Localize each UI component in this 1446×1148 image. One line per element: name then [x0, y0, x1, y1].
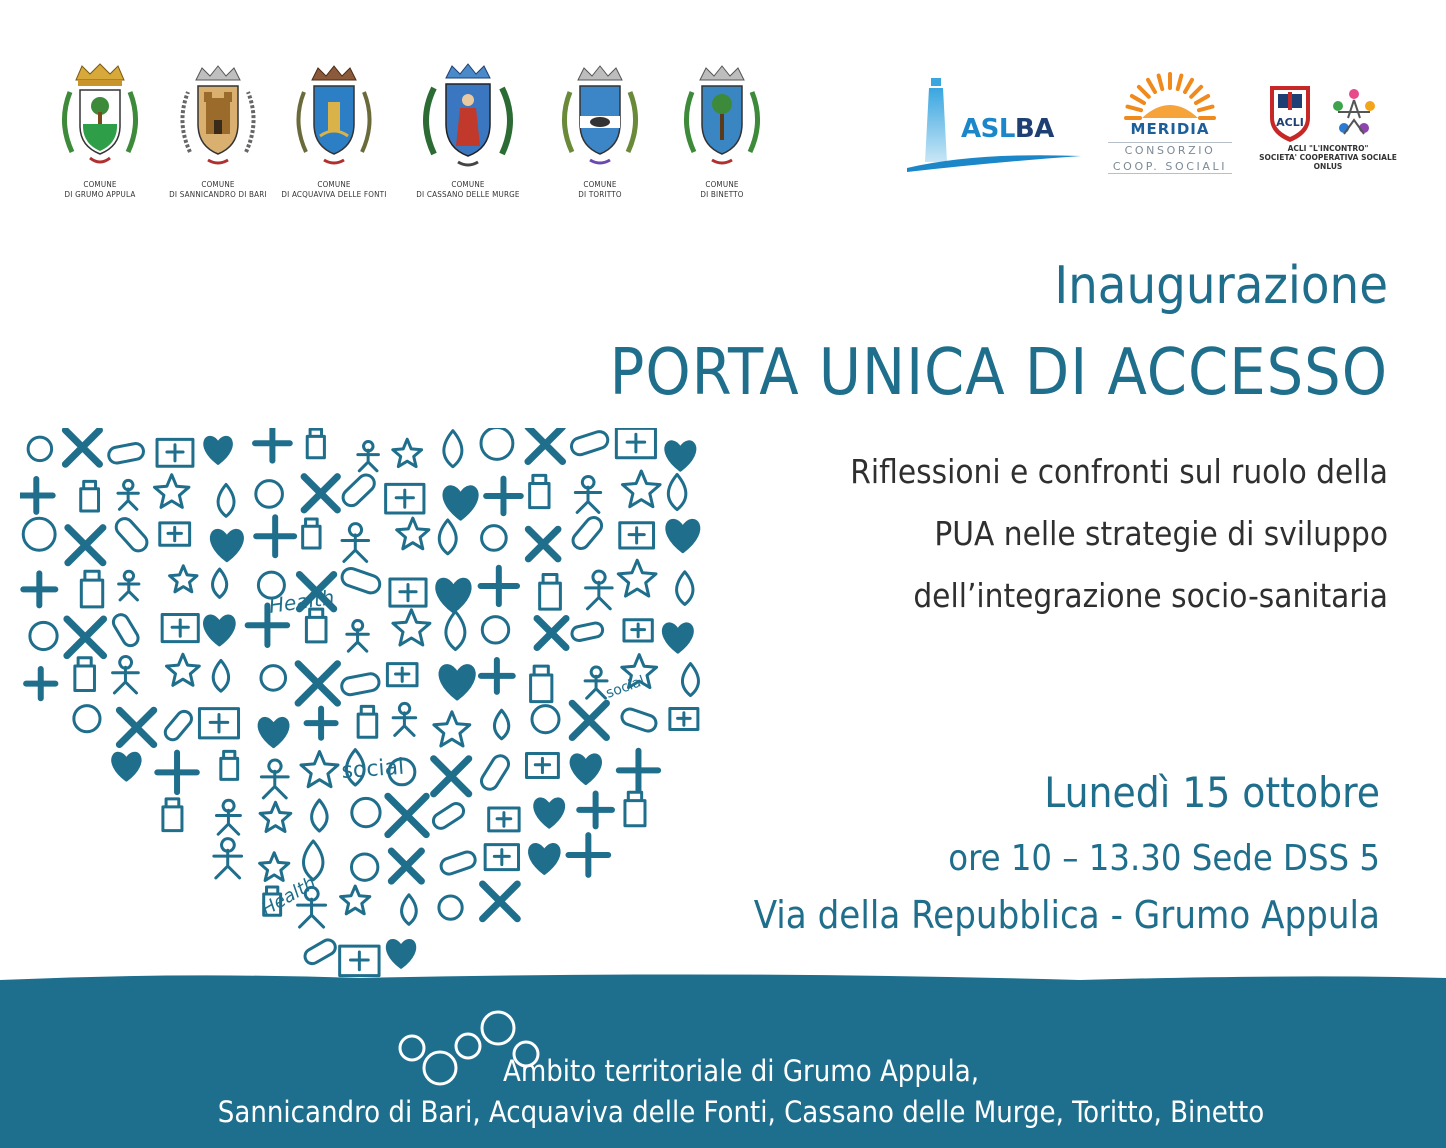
acli-logo — [1258, 84, 1398, 184]
crest-cassano-delle-murge — [398, 62, 538, 200]
medical-doodle-icon — [260, 802, 291, 831]
medical-doodle-icon — [663, 624, 692, 652]
event-place: Via della Repubblica - Grumo Appula — [753, 893, 1380, 937]
crest-caption-line: COMUNE — [705, 180, 739, 189]
heart-word-social: social — [340, 754, 406, 784]
subtitle-line: dell’integrazione socio-sanitaria — [913, 576, 1388, 615]
asl-ba-wordmark — [961, 114, 1054, 144]
medical-doodle-icon — [205, 616, 235, 645]
medical-doodle-icon — [478, 753, 511, 793]
acli-caption — [1254, 144, 1402, 171]
medical-doodle-icon — [393, 703, 416, 735]
medical-doodle-icon — [119, 710, 153, 744]
medical-doodle-icon — [571, 622, 604, 642]
medical-doodle-icon — [431, 801, 467, 831]
medical-doodle-icon — [439, 896, 462, 919]
crest-caption-line: DI GRUMO APPULA — [64, 190, 136, 199]
crest-caption — [530, 180, 670, 200]
medical-doodle-icon — [170, 566, 197, 592]
medical-doodle-icon — [20, 479, 53, 512]
medical-doodle-icon — [540, 575, 561, 610]
medical-doodle-icon — [535, 799, 564, 827]
medical-doodle-icon — [620, 523, 654, 548]
medical-doodle-icon — [434, 759, 469, 794]
crest-caption-line: COMUNE — [201, 180, 235, 189]
medical-doodle-icon — [307, 429, 324, 458]
acli-caption-line: ACLI "L'INCONTRO" — [1287, 144, 1369, 153]
medical-doodle-icon — [113, 656, 139, 693]
crest-acquaviva-delle-fonti — [264, 62, 404, 200]
medical-doodle-icon — [616, 428, 655, 457]
medical-doodle-icon — [444, 431, 462, 467]
coat-of-arms-icon — [418, 62, 518, 174]
medical-doodle-icon — [261, 760, 288, 798]
medical-doodle-icon — [388, 796, 426, 834]
medical-doodle-icon — [162, 615, 198, 642]
medical-doodle-icon — [68, 528, 103, 563]
crest-caption — [264, 180, 404, 200]
medical-doodle-icon — [28, 437, 52, 461]
crest-caption-line: COMUNE — [317, 180, 351, 189]
medical-doodle-icon — [163, 799, 182, 831]
medical-doodle-icon — [434, 712, 470, 746]
medical-doodle-icon — [670, 709, 698, 730]
event-time: ore 10 – 13.30 Sede DSS 5 — [948, 838, 1380, 879]
medical-doodle-icon — [482, 526, 507, 551]
medical-doodle-icon — [485, 845, 518, 870]
medical-doodle-icon — [528, 529, 558, 559]
medical-doodle-icon — [569, 429, 610, 456]
medical-doodle-icon — [494, 710, 508, 739]
medical-doodle-icon — [682, 664, 698, 696]
medical-doodle-icon — [537, 618, 566, 647]
medical-doodle-icon — [111, 612, 141, 649]
medical-doodle-icon — [307, 709, 336, 738]
medical-doodle-icon — [340, 672, 380, 696]
medical-doodle-icon — [352, 798, 380, 826]
medical-doodle-icon — [391, 851, 421, 881]
medical-doodle-icon — [530, 844, 560, 873]
medical-doodle-icon — [312, 800, 328, 831]
medical-doodle-icon — [30, 622, 57, 649]
medical-doodle-icon — [119, 571, 139, 600]
medical-doodle-icon — [218, 484, 234, 516]
coat-of-arms-icon — [550, 62, 650, 174]
medical-doodle-icon — [624, 620, 652, 641]
medical-doodle-icon — [261, 666, 286, 691]
medical-doodle-icon — [570, 514, 605, 551]
medical-doodle-icon — [162, 708, 194, 742]
medical-doodle-icon — [483, 884, 518, 919]
medical-doodle-icon — [486, 479, 521, 514]
medical-doodle-icon — [351, 854, 377, 880]
medical-doodle-icon — [303, 519, 320, 548]
medical-doodle-icon — [211, 530, 242, 560]
event-date: Lunedì 15 ottobre — [1044, 768, 1380, 817]
medical-doodle-icon — [481, 428, 513, 459]
medical-doodle-icon — [439, 850, 477, 876]
medical-doodle-icon — [118, 480, 138, 509]
asl-text: ASL — [961, 114, 1015, 144]
heart-word-health-small: Health — [258, 872, 320, 921]
medical-doodle-icon — [481, 660, 513, 692]
medical-doodle-icon — [256, 517, 294, 555]
people-star-icon — [1333, 89, 1375, 134]
crest-caption-line: COMUNE — [83, 180, 117, 189]
medical-doodle-icon — [341, 886, 370, 914]
medical-doodle-icon — [572, 703, 606, 737]
medical-doodle-icon — [437, 579, 470, 612]
medical-doodle-icon — [444, 487, 477, 519]
acli-caption-line: SOCIETA' COOPERATIVA SOCIALE — [1259, 153, 1397, 162]
medical-doodle-icon — [482, 617, 508, 643]
medical-doodle-icon — [216, 800, 240, 834]
medical-doodle-icon — [526, 754, 558, 778]
crest-caption-line: DI SANNICANDRO DI BARI — [169, 190, 267, 199]
medical-doodle-icon — [199, 709, 238, 738]
medical-doodle-icon — [67, 619, 104, 656]
medical-doodle-icon — [386, 484, 424, 513]
medical-doodle-icon — [205, 437, 232, 463]
medical-doodle-icon — [342, 524, 369, 562]
meridia-logo — [1108, 72, 1232, 182]
medical-doodle-icon — [113, 515, 151, 554]
medical-doodle-icon — [302, 937, 338, 966]
sun-icon — [1108, 72, 1232, 120]
medical-doodle-icon — [393, 610, 430, 645]
medical-doodle-icon — [301, 752, 338, 787]
medical-doodle-icon — [65, 430, 99, 464]
medical-doodle-icon — [390, 579, 426, 606]
medical-doodle-icon — [304, 477, 337, 510]
medical-doodle-icon — [387, 664, 417, 686]
medical-doodle-icon — [579, 794, 612, 827]
medical-doodle-icon — [155, 475, 189, 508]
medical-doodle-icon — [397, 518, 429, 549]
medical-doodle-icon — [214, 839, 242, 878]
medical-doodle-icon — [620, 707, 658, 733]
crest-binetto — [652, 62, 792, 200]
medical-doodle-icon — [221, 751, 238, 779]
meridia-name: MERIDIA — [1130, 120, 1210, 138]
medical-doodle-icon — [586, 571, 613, 609]
medical-doodle-icon — [340, 946, 379, 976]
medical-doodle-icon — [358, 706, 377, 737]
meridia-subline: CONSORZIO — [1108, 142, 1232, 157]
medical-doodle-icon — [260, 853, 289, 881]
medical-doodle-icon — [489, 808, 519, 831]
medical-doodle-icon — [306, 609, 326, 642]
footer-line-1: Ambito territoriale di Grumo Appula, — [502, 1054, 979, 1088]
medical-doodle-icon — [623, 471, 661, 507]
medical-doodle-icon — [160, 523, 190, 545]
medical-doodle-icon — [568, 835, 608, 875]
medical-doodle-icon — [256, 481, 283, 508]
medical-doodle-icon — [340, 566, 382, 595]
crest-caption — [398, 180, 538, 200]
medical-doodle-icon — [531, 666, 552, 701]
medical-doodle-icon — [677, 572, 693, 605]
heart-word-health: Health — [267, 585, 336, 618]
crest-toritto — [530, 62, 670, 200]
medical-doodle-icon — [75, 658, 95, 691]
medical-doodle-icon — [157, 439, 193, 466]
crest-caption-line: DI ACQUAVIVA DELLE FONTI — [281, 190, 387, 199]
title-main: PORTA UNICA DI ACCESSO — [609, 336, 1388, 410]
medical-doodle-icon — [482, 1012, 514, 1044]
medical-doodle-icon — [439, 520, 456, 554]
medical-icons-heart — [20, 428, 740, 1108]
medical-doodle-icon — [358, 442, 379, 471]
ba-text: BA — [1014, 114, 1054, 144]
asl-ba-logo — [905, 76, 1085, 172]
coat-of-arms-icon — [50, 62, 150, 174]
medical-doodle-icon — [259, 718, 288, 746]
medical-doodle-icon — [387, 940, 414, 967]
medical-doodle-icon — [625, 792, 645, 825]
medical-doodle-icon — [26, 669, 55, 698]
medical-doodle-icon — [23, 573, 55, 605]
medical-doodle-icon — [298, 664, 337, 703]
medical-doodle-icon — [571, 755, 600, 784]
coat-of-arms-icon — [672, 62, 772, 174]
medical-doodle-icon — [532, 706, 559, 733]
medical-doodle-icon — [107, 442, 144, 464]
medical-doodle-icon — [528, 428, 563, 462]
crest-caption-line: DI CASSANO DELLE MURGE — [416, 190, 520, 199]
medical-doodle-icon — [167, 654, 200, 685]
medical-doodle-icon — [113, 753, 140, 780]
medical-doodle-icon — [618, 560, 656, 596]
medical-doodle-icon — [585, 667, 607, 698]
medical-doodle-icon — [575, 476, 600, 512]
medical-doodle-icon — [347, 621, 369, 652]
medical-doodle-icon — [255, 428, 290, 461]
crest-caption — [652, 180, 792, 200]
medical-doodle-icon — [481, 568, 517, 604]
acli-caption-line: ONLUS — [1313, 162, 1343, 171]
subtitle-line: Riflessioni e confronti sul ruolo della — [850, 452, 1388, 491]
crest-caption-line: COMUNE — [583, 180, 617, 189]
medical-doodle-icon — [402, 895, 417, 924]
footer-line-2: Sannicandro di Bari, Acquaviva delle Fonti, Cassano delle Murge, Toritto, Binetto — [217, 1095, 1265, 1129]
medical-doodle-icon — [157, 753, 197, 793]
acli-badge-icon — [1258, 84, 1398, 144]
crest-caption-line: DI BINETTO — [700, 190, 744, 199]
title-inaugurazione: Inaugurazione — [1054, 256, 1388, 316]
crest-caption-line: COMUNE — [451, 180, 485, 189]
coat-of-arms-icon — [284, 62, 384, 174]
medical-doodle-icon — [446, 612, 465, 650]
medical-doodle-icon — [393, 439, 422, 466]
medical-doodle-icon — [213, 660, 228, 691]
coat-of-arms-icon — [168, 62, 268, 174]
acli-badge-text: ACLI — [1276, 116, 1304, 129]
crest-caption-line: DI TORITTO — [578, 190, 622, 199]
medical-doodle-icon — [440, 666, 474, 699]
heart-word-social-small: social — [603, 673, 647, 702]
medical-doodle-icon — [667, 520, 699, 551]
medical-doodle-icon — [668, 475, 686, 510]
medical-doodle-icon — [619, 751, 658, 790]
medical-doodle-icon — [666, 442, 695, 470]
meridia-subline: COOP. SOCIALI — [1108, 160, 1232, 174]
medical-doodle-icon — [340, 472, 378, 510]
medical-doodle-icon — [530, 475, 549, 507]
medical-doodle-icon — [81, 481, 99, 511]
medical-doodle-icon — [23, 518, 55, 550]
subtitle-line: PUA nelle strategie di sviluppo — [934, 514, 1388, 553]
medical-doodle-icon — [213, 569, 227, 597]
medical-doodle-icon — [81, 571, 102, 607]
medical-doodle-icon — [74, 706, 100, 732]
